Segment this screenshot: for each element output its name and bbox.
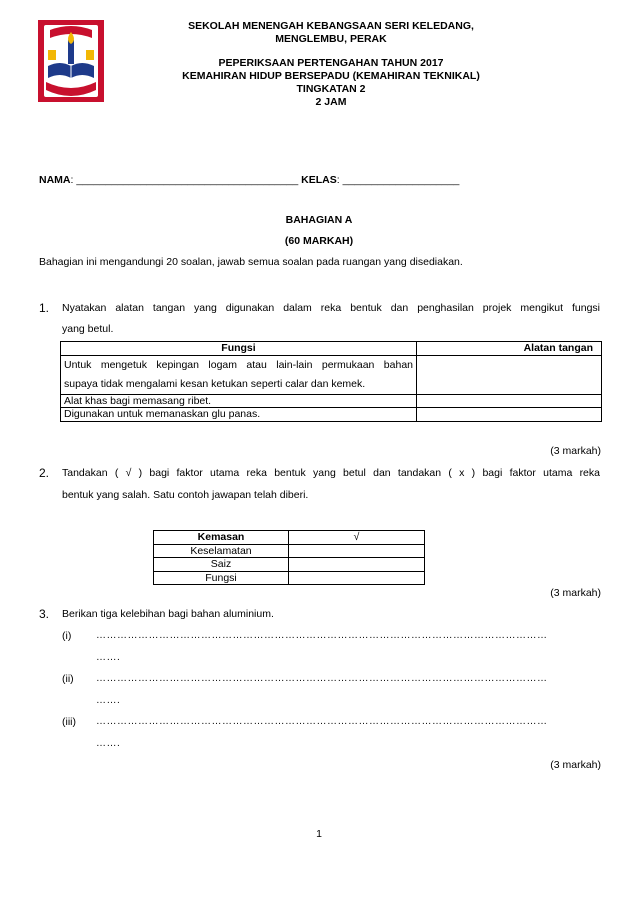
q1-row1-answer[interactable]: [417, 355, 602, 394]
q2-factor-fungsi: Fungsi: [154, 571, 289, 585]
kelas-field[interactable]: : ____________________: [336, 174, 460, 186]
q3-number: 3.: [39, 607, 50, 621]
section-marks: (60 MARKAH): [284, 235, 354, 247]
q3-item-iii-answer-line[interactable]: …………………………………………………………………………………………………………………: [96, 716, 548, 727]
q1-row3-answer[interactable]: [417, 408, 602, 422]
student-info-line: [39, 174, 459, 187]
q3-item-iii-label: (iii): [62, 716, 76, 728]
q3-item-ii-answer-line2[interactable]: …….: [96, 695, 121, 706]
q3-item-i-answer-line2[interactable]: …….: [96, 652, 121, 663]
q2-mark-saiz[interactable]: [289, 558, 425, 572]
nama-label: NAMA: [39, 174, 71, 186]
table-row: [61, 355, 602, 394]
q1-row1-line1: Untuk mengetuk kepingan logam atau lain-lain permukaan bahan: [64, 358, 413, 371]
crest-left-emblem: [48, 50, 56, 60]
table-row: [154, 558, 425, 572]
q1-row1-line2: supaya tidak mengalami kesan ketukan seperti calar dan kemek.: [64, 377, 366, 390]
q1-number: 1.: [39, 301, 50, 315]
q1-row1-fungsi: [61, 355, 417, 394]
q2-factor-keselamatan: Keselamatan: [154, 544, 289, 558]
exam-title: PEPERIKSAAN PERTENGAHAN TAHUN 2017: [218, 57, 444, 69]
q2-mark-kemasan: √: [289, 531, 425, 545]
q1-text-line2: yang betul.: [62, 323, 114, 335]
school-crest-icon: [38, 20, 104, 102]
q2-text-line1: Tandakan ( √ ) bagi faktor utama reka bentuk yang betul dan tandakan ( x ) bagi faktor utama reka: [62, 467, 600, 479]
q1-table: [60, 341, 602, 422]
nama-field[interactable]: : ______________________________________: [70, 174, 299, 186]
form-level: TINGKATAN 2: [296, 83, 366, 95]
q2-mark-fungsi[interactable]: [289, 571, 425, 585]
table-row: [61, 408, 602, 422]
q1-table-header: [61, 342, 602, 356]
table-row: [61, 394, 602, 408]
table-row: [154, 531, 425, 545]
q3-item-i-label: (i): [62, 630, 72, 642]
table-row: [154, 544, 425, 558]
school-name-line2: MENGLEMBU, PERAK: [275, 33, 387, 45]
q2-marks: (3 markah): [550, 587, 601, 599]
q2-factor-saiz: Saiz: [154, 558, 289, 572]
school-name-line1: SEKOLAH MENENGAH KEBANGSAAN SERI KELEDANG,: [188, 20, 474, 32]
exam-duration: 2 JAM: [315, 96, 347, 108]
q1-text-line1: Nyatakan alatan tangan yang digunakan dalam reka bentuk dan penghasilan projek mengikut fungsi: [62, 302, 600, 314]
section-instruction: Bahagian ini mengandungi 20 soalan, jawab semua soalan pada ruangan yang disediakan.: [39, 256, 463, 268]
q2-number: 2.: [39, 466, 50, 480]
subject-title: KEMAHIRAN HIDUP BERSEPADU (KEMAHIRAN TEKNIKAL): [182, 70, 480, 82]
q2-mark-keselamatan[interactable]: [289, 544, 425, 558]
q1-marks: (3 markah): [550, 445, 601, 457]
q3-item-iii-answer-line2[interactable]: …….: [96, 738, 121, 749]
q1-row2-answer[interactable]: [417, 394, 602, 408]
q2-table: [153, 530, 425, 585]
q1-header-alatan: Alatan tangan: [417, 342, 602, 356]
crest-right-emblem: [86, 50, 94, 60]
q3-text: Berikan tiga kelebihan bagi bahan aluminium.: [62, 608, 274, 620]
q2-factor-kemasan: Kemasan: [154, 531, 289, 545]
q3-item-ii-label: (ii): [62, 673, 74, 685]
q1-row2-fungsi: Alat khas bagi memasang ribet.: [61, 394, 417, 408]
q3-item-ii-answer-line[interactable]: …………………………………………………………………………………………………………………: [96, 673, 548, 684]
q3-item-i-answer-line[interactable]: …………………………………………………………………………………………………………………: [96, 630, 548, 641]
table-row: [154, 571, 425, 585]
section-title: BAHAGIAN A: [285, 214, 353, 226]
school-crest-logo: [38, 20, 104, 102]
kelas-label: KELAS: [301, 174, 337, 186]
q1-row3-fungsi: Digunakan untuk memanaskan glu panas.: [61, 408, 417, 422]
page-number: 1: [316, 828, 322, 840]
q2-text-line2: bentuk yang salah. Satu contoh jawapan telah diberi.: [62, 489, 309, 501]
q1-header-fungsi: Fungsi: [61, 342, 417, 356]
q3-marks: (3 markah): [550, 759, 601, 771]
